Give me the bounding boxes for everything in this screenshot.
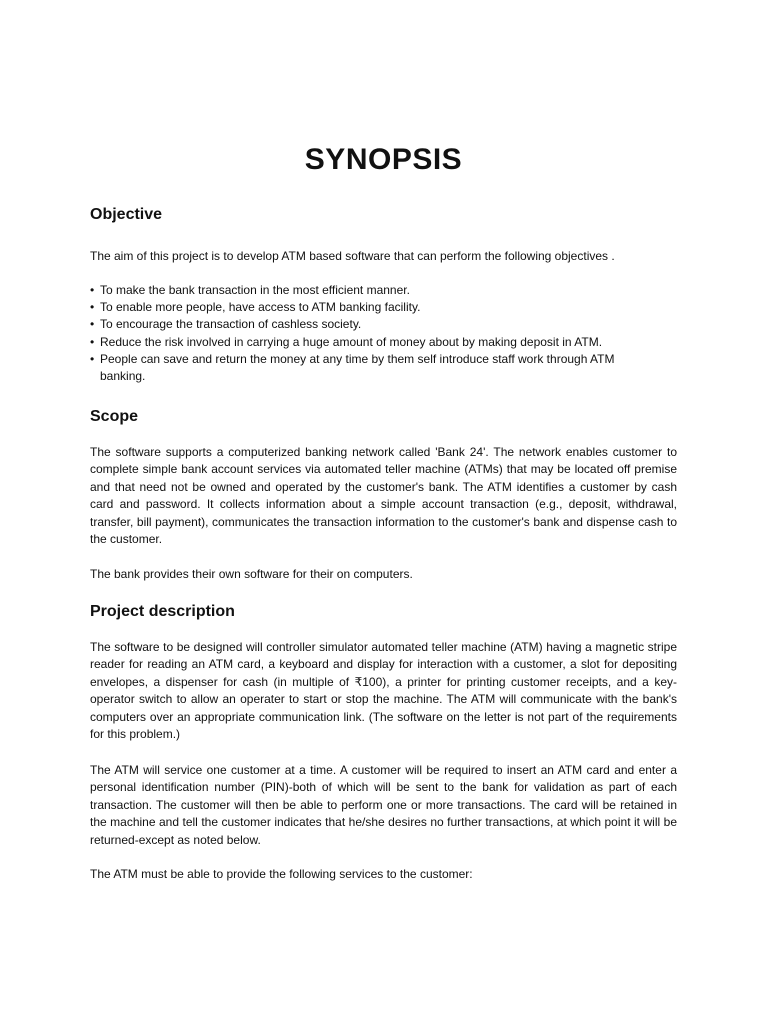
bullet-text: People can save and return the money at any time by them self introduce staff work through ATM banking. bbox=[100, 351, 615, 384]
list-item bbox=[90, 316, 677, 333]
project-description-paragraph-3: The ATM must be able to provide the following services to the customer: bbox=[90, 867, 473, 881]
project-description-paragraph: The software to be designed will controller simulator automated teller machine (ATM) having a magnetic stripe reader for reading an ATM card, a keyboard and display for interaction with a customer, a slot for depositing envelopes, a dispenser for cash (in multiple of ₹100), a printer for printing customer receipts, and a key-operator switch to allow an operater to start or stop the machine. The ATM will communicate with the bank's computers over an appropriate communication link. (The software on the letter is not part of the requirements for this problem.) bbox=[90, 640, 677, 742]
bullet-icon: • bbox=[90, 283, 95, 297]
bullet-text: To enable more people, have access to ATM banking facility. bbox=[100, 300, 421, 315]
bullet-icon: • bbox=[90, 300, 95, 315]
scope-paragraph: The software supports a computerized banking network called 'Bank 24'. The network enables customer to complete simple bank account services via automated teller machine (ATMs) that may be located off premise and that need not be owned and operated by the customer's bank. The ATM identifies a customer by cash card and password. It collects information about a simple account transaction (e.g., deposit, withdrawal, transfer, bill payment), communicates the transaction information to the customer's bank and dispense cash to the customer. bbox=[90, 445, 677, 547]
bullet-icon: • bbox=[90, 317, 95, 332]
project-description-heading: Project description bbox=[90, 603, 235, 620]
list-item bbox=[90, 299, 677, 316]
scope-paragraph-2: The bank provides their own software for their on computers. bbox=[90, 567, 413, 581]
objective-heading: Objective bbox=[90, 206, 163, 223]
bullet-icon: • bbox=[90, 351, 95, 366]
objective-bullet-list bbox=[90, 282, 677, 385]
project-description-paragraph-2: The ATM will service one customer at a time. A customer will be required to insert an ATM card and enter a personal identification number (PIN)-both of which will be sent to the bank for validation as part of each transaction. The customer will then be able to perform one or more transactions. The card will be retained in the machine and tell the customer indicates that he/she desires no further transactions, at which point it will be returned-except as noted below. bbox=[90, 763, 677, 847]
bullet-icon: • bbox=[90, 334, 95, 349]
bullet-text: To make the bank transaction in the most efficient manner. bbox=[100, 283, 410, 297]
scope-heading: Scope bbox=[90, 408, 139, 425]
list-item bbox=[90, 282, 677, 299]
page-title: SYNOPSIS bbox=[304, 143, 463, 176]
objective-intro: The aim of this project is to develop ATM based software that can perform the following objectives . bbox=[90, 249, 615, 263]
bullet-text: To encourage the transaction of cashless society. bbox=[100, 317, 362, 332]
list-item bbox=[90, 351, 630, 385]
bullet-text: Reduce the risk involved in carrying a huge amount of money about by making deposit in ATM. bbox=[100, 334, 603, 349]
list-item bbox=[90, 334, 677, 351]
